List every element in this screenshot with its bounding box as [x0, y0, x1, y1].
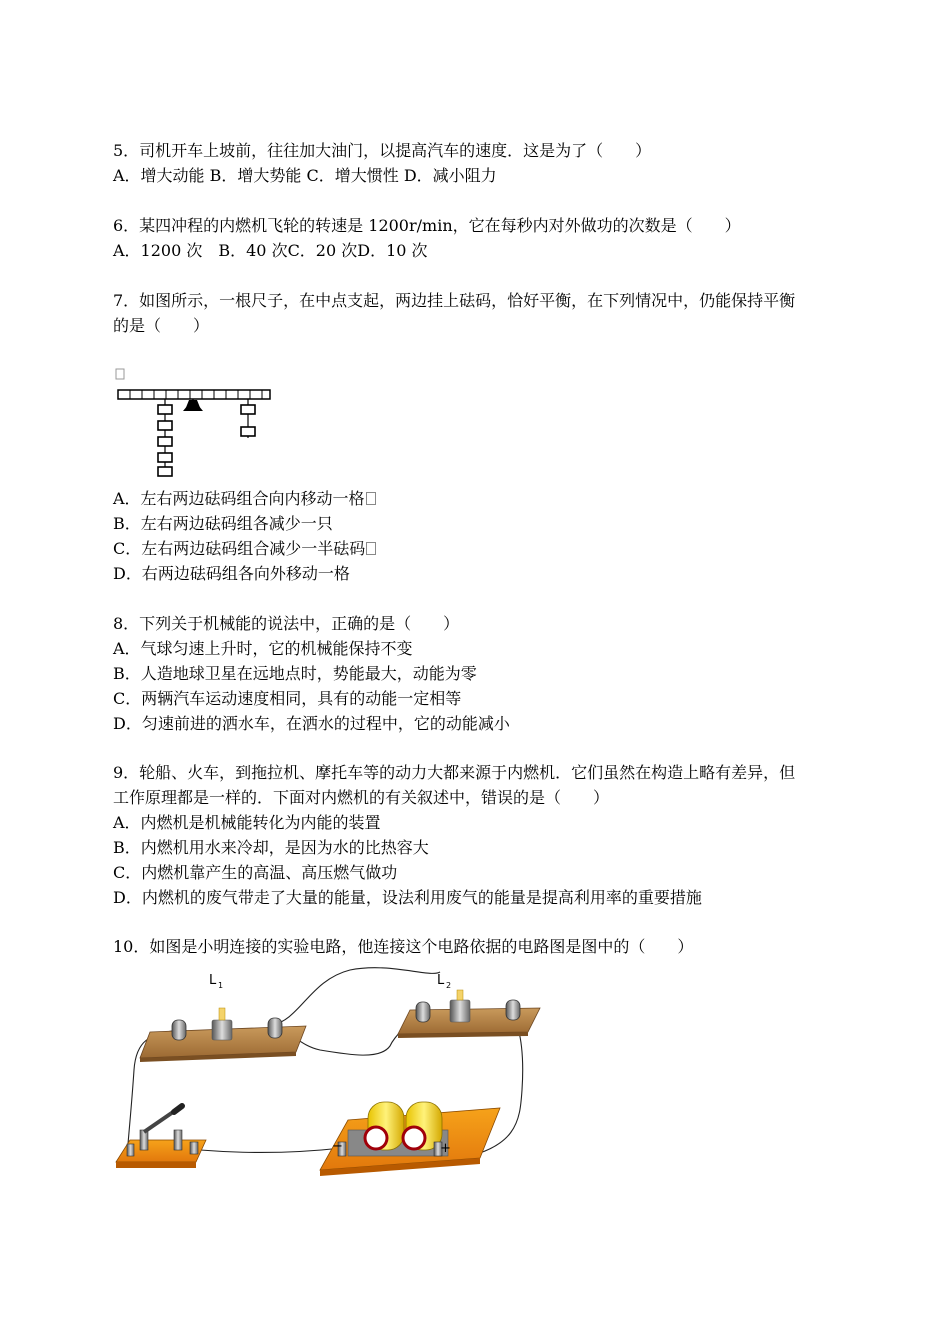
lever-figure [115, 368, 285, 480]
lamp-l1 [140, 973, 306, 1062]
q7-option-a: A．左右两边砝码组合向内移动一格 [113, 489, 376, 509]
q8-option-b: B．人造地球卫星在远地点时，势能最大，动能为零 [113, 664, 477, 683]
q9-option-d: D．内燃机的废气带走了大量的能量，设法利用废气的能量是提高利用率的重要措施 [113, 888, 702, 907]
q9-stem-line1: 9．轮船、火车，到拖拉机、摩托车等的动力大都来源于内燃机．它们虽然在构造上略有差异，但 [113, 763, 796, 782]
lamp1-label: L [209, 973, 217, 988]
lamp1-subscript: 1 [218, 981, 224, 990]
q8-option-a: A．气球匀速上升时，它的机械能保持不变 [113, 639, 413, 658]
q9-option-a: A．内燃机是机械能转化为内能的装置 [113, 813, 381, 832]
q9-stem-line2: 工作原理都是一样的．下面对内燃机的有关叙述中，错误的是（ ） [113, 788, 610, 807]
q8-option-c: C．两辆汽车运动速度相同，具有的动能一定相等 [113, 689, 462, 708]
q5-options: A．增大动能 B．增大势能 C．增大惯性 D．减小阻力 [113, 166, 497, 185]
q6-stem: 6．某四冲程的内燃机飞轮的转速是 1200r/min，它在每秒内对外做功的次数是（ ） [113, 216, 741, 235]
q7-option-b: B．左右两边砝码组各减少一只 [113, 514, 333, 533]
plus-sign: + [440, 1141, 451, 1156]
lamp2-subscript: 2 [446, 981, 452, 990]
placeholder-mark [366, 542, 376, 555]
q7-option-d: D．右两边砝码组各向外移动一格 [113, 564, 350, 583]
left-weights [158, 399, 172, 476]
q7-stem-line1: 7．如图所示，一根尺子，在中点支起，两边挂上砝码，恰好平衡，在下列情况中，仍能保持平衡 [113, 291, 796, 310]
right-weights [241, 399, 255, 438]
q9-option-b: B．内燃机用水来冷却，是因为水的比热容大 [113, 838, 429, 857]
placeholder-mark [366, 492, 376, 505]
q8-stem: 8．下列关于机械能的说法中，正确的是（ ） [113, 614, 460, 633]
q8-option-d: D．匀速前进的洒水车，在洒水的过程中，它的动能减小 [113, 714, 510, 733]
battery [320, 1102, 500, 1176]
lamp2-label: L [437, 973, 445, 988]
lamp-l2 [398, 973, 540, 1038]
circuit-figure [110, 960, 550, 1182]
minus-sign: − [332, 1139, 343, 1154]
q5-stem: 5．司机开车上坡前，往往加大油门，以提高汽车的速度．这是为了（ ） [113, 141, 652, 160]
knife-switch [116, 1106, 206, 1168]
q10-stem: 10．如图是小明连接的实验电路，他连接这个电路依据的电路图是图中的（ ） [113, 937, 694, 956]
q7-option-c: C．左右两边砝码组合减少一半砝码 [113, 539, 376, 559]
ruler [118, 390, 270, 399]
q6-options: A．1200 次 B．40 次C．20 次D．10 次 [113, 241, 428, 260]
q9-option-c: C．内燃机靠产生的高温、高压燃气做功 [113, 863, 398, 882]
placeholder-mark [116, 369, 124, 379]
q7-stem-line2: 的是（ ） [113, 316, 210, 335]
